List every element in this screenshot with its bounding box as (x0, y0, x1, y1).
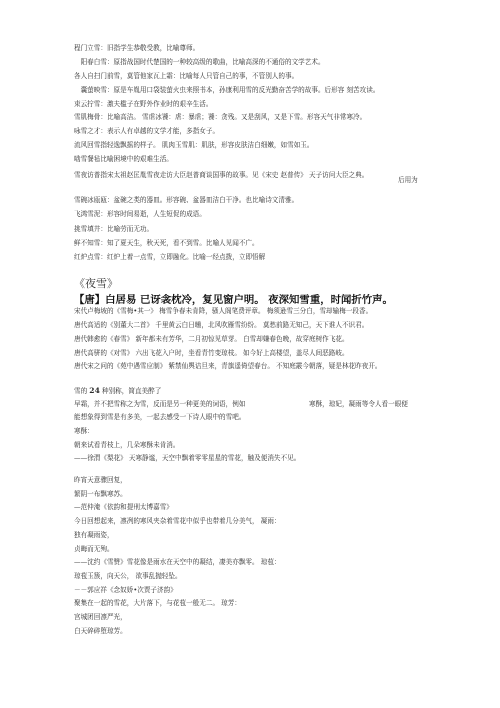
text-line: 贞晦而无殉。 (74, 545, 114, 553)
text-line: 寒酥，琼妃，凝雨等令人看一眼便 (309, 400, 408, 408)
text-line: －－郭应祥《念奴娇•次贾子济韵》 (74, 586, 177, 594)
text-line: 雪肌梅骨：比喻高洁。 雪虐冰饕：虐：暴虐；饕：贪残。又是刮风，又是下雪。形容天气非常寒冷。 (74, 113, 367, 121)
text-line: 琼苞玉簇，向天公， 欲事乱抛轻坠。 (74, 572, 182, 580)
text-line: 阳春白雪：原指战国时代楚国的一种较高级的歌曲，比喻高深的不通俗的文学艺术。 (74, 58, 325, 66)
text-line: 能想象得到雪是有多美，一起去感受一下诗人眼中的雪吧。 (74, 413, 246, 421)
text-line: 繁阴一布飘寒苏。 (74, 490, 127, 498)
section-heading (74, 385, 161, 395)
text-line: 白天碎碎堕琼芳。 (74, 627, 127, 635)
poem-line: 唐代高适的《别董大二首》 千里黄云白日曛，北风吹雁雪纷纷。 莫愁前路无知己，天下谁人不识君。 (74, 321, 369, 329)
text-line: 鲜不知雪：知了夏天生，秋天死，看不到雪。比喻人见闻不广。 (74, 239, 259, 247)
text-line: 朝来试看青枝上，几朵寒酥未肯消。 (74, 441, 180, 449)
poem-line: 唐代宋之问的《苑中遇雪应制》 紫禁仙舆诘旦来，青旗遥倚望春台。 不知庭霰今朝落，疑是林花昨夜开。 (74, 362, 382, 370)
text-line: ——沈约《雪赞》雪花像是雨水在天空中的凝结，凄美亦飘零。 琼苞： (74, 558, 281, 566)
text-line: 寒酥： (74, 427, 94, 435)
text-line: 雪夜访普指宋太祖赵匡胤雪夜走访大臣赵普商谈国事的故事。见《宋史 赵普传》 天子访问大臣之典。 (74, 171, 369, 179)
text-line: 各人自扫门前雪，莫管他家瓦上霜：比喻每人只管自己的事，不管别人的事。 (74, 72, 299, 80)
text-line: 聚集在一起的雪花，大片落下，与花苞一般无二。 琼芳： (74, 599, 241, 607)
text-line: 昨宵天意骤回复， (74, 476, 127, 484)
text-line: 束云拧雪：激夫槛子在野外作业时的艰辛生活。 (74, 100, 213, 108)
text-line: 红炉点雪：红炉上着一点雪，立即融化。比喻一经点拨，立即悟解 (74, 253, 266, 261)
poem-line: 宋代卢梅坡的《雪梅•其一》 梅雪争春未肯降，骚人阁笔费评章。 梅须逊雪三分白，雪却输梅一段香。 (74, 307, 373, 315)
text-line: 早霜，并不把雪称之为雪，反而是另一种更美的词语，例如 (74, 400, 246, 408)
poem-line: 唐代高骈的《对雪》 六出飞花入户时，坐看青竹变琼枝。 如今好上高楼望，盖尽人间恶路岐。 (74, 349, 349, 357)
text-line: 流风回雪指轻逸飘摇的样子。 肌肉玉雪肌：肌肤，形容皮肤洁白细嫩，如雪如玉。 (74, 141, 314, 149)
side-note: 后用为 (398, 176, 418, 184)
text-line: 囊萤映雪：原是车胤用口袋装萤火虫来照书本，孙康利用雪的反光勤奋苦学的故事。后形容 刻苦攻读。 (74, 86, 380, 94)
text-line: 啮雪餐毡比喻困境中的艰难生活。 (74, 155, 173, 163)
text-line: —范仲淹《依韵和提刑太博嘉雪》 (74, 503, 173, 511)
text-line: 程门立雪：旧指学生恭敬受教，比喻尊师。 (74, 44, 200, 52)
section-heading-suffix: 种别称，简直美醉了 (99, 387, 162, 395)
text-line: 宫城团回凛严光， (74, 613, 127, 621)
text-line: 今日回想起来，凛冽的寒风夹杂着雪花中似乎也带着几分美气， 凝雨： (74, 517, 281, 525)
text-line: 雪碗冰瓯瓯：盆碗之类的器皿。形容碗、盆器皿洁白干净。也比喻诗文清雅。 (74, 196, 299, 204)
poem-title: 《夜雪》 (74, 277, 118, 290)
poem-line: 唐代韩愈的《春雪》 新年都未有芳华，二月初惊见草芽。 白雪却嫌春色晚，故穿庭树作飞花。 (74, 335, 349, 343)
text-line: 飞鸿雪泥：形容时间易逝，人生短促的成语。 (74, 210, 206, 218)
text-line: 挑雪填井：比喻劳而无功。 (74, 225, 154, 233)
text-line: 咏雪之才：表示人有卓越的文学才能，多指女子。 (74, 127, 220, 135)
text-line: 独有凝雨姿， (74, 531, 114, 539)
section-heading-count: 24 (89, 386, 100, 395)
text-line: ——徐渭《梨花》 天寒静谧，天空中飘着零零星星的雪花，触及便消失不见。 (74, 454, 301, 462)
poem-headline: 【唐】白居易 已讶衾枕冷，复见窗户明。 夜深知雪重，时闻折竹声。 (74, 294, 393, 306)
section-heading-prefix: 雪的 (74, 387, 90, 395)
